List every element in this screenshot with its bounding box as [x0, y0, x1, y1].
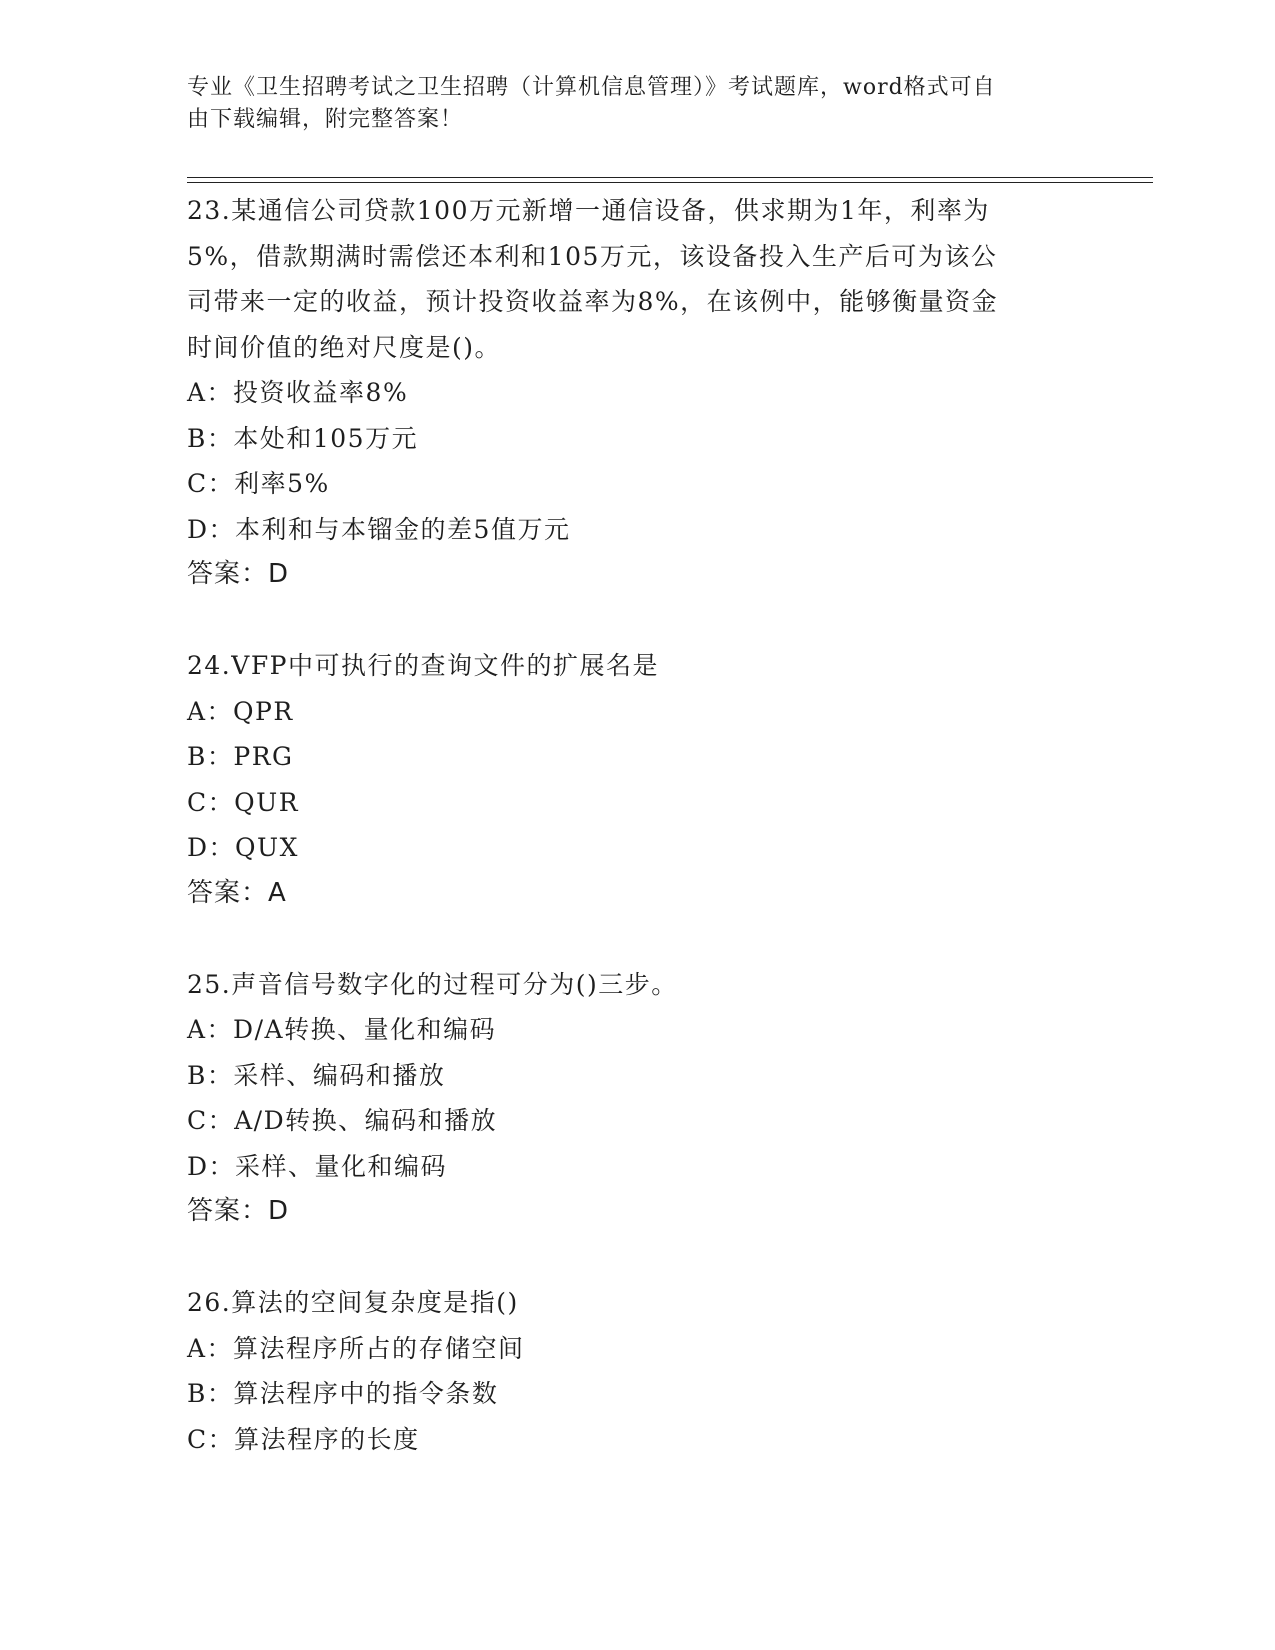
- header-line-1: 专业《卫生招聘考试之卫生招聘（计算机信息管理）》考试题库，word格式可自: [187, 75, 996, 100]
- header-line-2: 由下载编辑，附完整答案！: [187, 107, 464, 132]
- option-a: A：投资收益率8%: [187, 378, 409, 407]
- question-stem-line: 时间价值的绝对尺度是()。: [187, 332, 502, 362]
- option-c: C：A/D转换、编码和播放: [187, 1106, 498, 1135]
- question-gap: [187, 598, 1087, 644]
- question-stem-line: 24.VFP中可执行的查询文件的扩展名是: [187, 651, 659, 680]
- question-block: [187, 1280, 1087, 1462]
- question-block: [187, 188, 1087, 598]
- answer-label: 答案：D: [187, 559, 290, 589]
- header-rule-bottom: [187, 182, 1153, 183]
- option-b: B：算法程序中的指令条数: [187, 1379, 499, 1408]
- header-rule-top: [187, 177, 1153, 178]
- option-a: A：QPR: [187, 696, 294, 726]
- question-gap: [187, 1235, 1087, 1281]
- question-stem-line: 5%，借款期满时需偿还本利和105万元，该设备投入生产后可为该公: [187, 241, 998, 271]
- option-b: B：本处和105万元: [187, 423, 419, 453]
- option-d: D：QUX: [187, 833, 299, 862]
- option-c: C：QUR: [187, 787, 300, 817]
- question-stem-line: 23.某通信公司贷款100万元新增一通信设备，供求期为1年，利率为: [187, 196, 990, 225]
- option-a: A：D/A转换、量化和编码: [187, 1015, 497, 1044]
- answer-label: 答案：A: [187, 877, 287, 908]
- option-d: D：采样、量化和编码: [187, 1151, 448, 1181]
- option-d: D：本利和与本镏金的差5值万元: [187, 514, 571, 544]
- question-stem-line: 26.算法的空间复杂度是指(): [187, 1288, 519, 1317]
- option-b: B：PRG: [187, 742, 294, 771]
- option-a: A：算法程序所占的存储空间: [187, 1333, 525, 1363]
- question-gap: [187, 916, 1087, 962]
- option-b: B：采样、编码和播放: [187, 1060, 446, 1090]
- option-c: C：利率5%: [187, 469, 330, 498]
- question-block: [187, 643, 1087, 916]
- question-block: [187, 962, 1087, 1235]
- answer-label: 答案：D: [187, 1196, 290, 1226]
- question-list: [187, 188, 1087, 1462]
- question-stem-line: 25.声音信号数字化的过程可分为()三步。: [187, 969, 678, 999]
- option-c: C：算法程序的长度: [187, 1424, 420, 1454]
- question-stem-line: 司带来一定的收益，预计投资收益率为8%，在该例中，能够衡量资金: [187, 287, 999, 316]
- document-header: [187, 72, 1087, 136]
